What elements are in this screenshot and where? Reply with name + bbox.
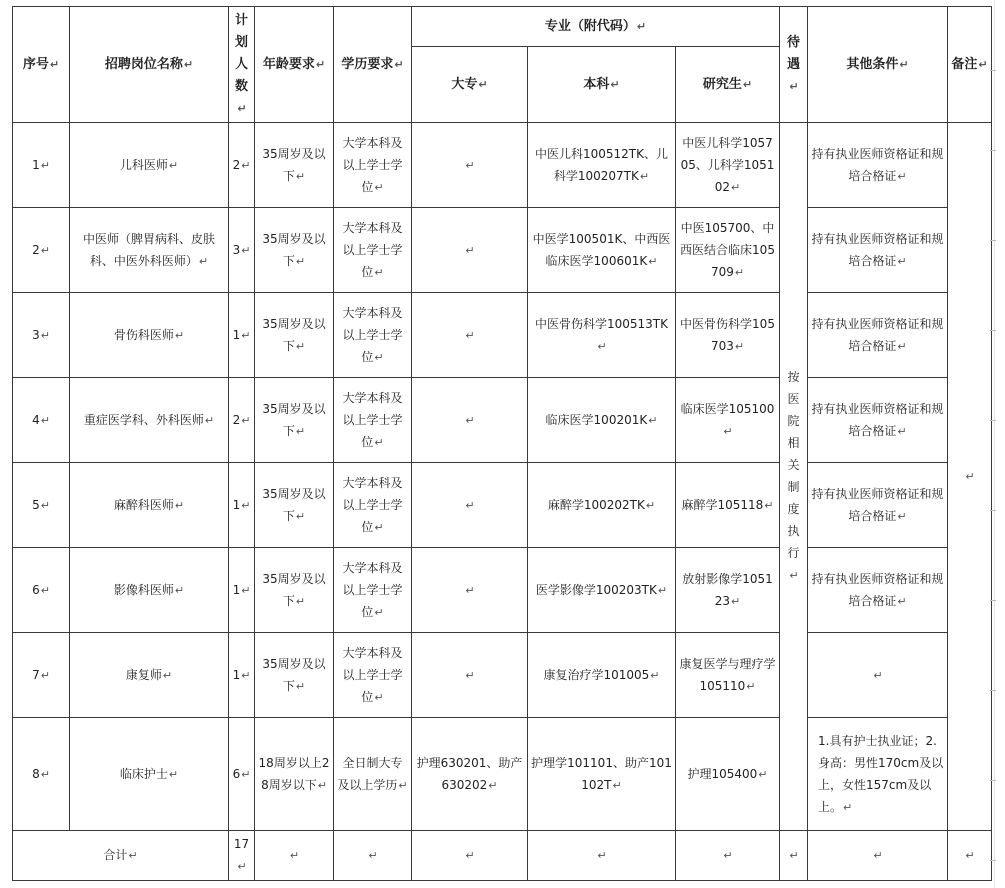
cell-post: 麻醉科医师↵ xyxy=(70,463,229,548)
paragraph-mark: ↵ xyxy=(168,158,179,172)
paragraph-mark: ↵ xyxy=(241,413,251,427)
cell-benke: 护理学101101、助产101102T↵ xyxy=(528,718,676,831)
paragraph-mark: ↵ xyxy=(731,594,741,608)
paragraph-mark: ↵ xyxy=(40,668,50,682)
header-dazhuan: 大专↵ xyxy=(412,47,528,123)
paragraph-mark: ↵ xyxy=(465,413,475,427)
paragraph-mark: ↵ xyxy=(758,767,768,781)
cell-post: 骨伤科医师↵ xyxy=(70,293,229,378)
cell-plan: 1↵ xyxy=(229,463,255,548)
edge-tick xyxy=(990,70,996,71)
cell-plan: 6↵ xyxy=(229,718,255,831)
paragraph-mark: ↵ xyxy=(40,767,50,781)
paragraph-mark: ↵ xyxy=(40,328,50,342)
paragraph-mark: ↵ xyxy=(40,243,50,257)
cell-other: 持有执业医师资格证和规培合格证↵ xyxy=(808,293,948,378)
cell-dazhuan xyxy=(412,463,528,548)
paragraph-mark: ↵ xyxy=(843,800,853,814)
paragraph-mark: ↵ xyxy=(174,498,185,512)
cell-seq: 3↵ xyxy=(13,293,70,378)
paragraph-mark: ↵ xyxy=(204,413,215,427)
cell-edu: 大学本科及以上学士学位↵ xyxy=(334,633,412,718)
cell-seq: 8↵ xyxy=(13,718,70,831)
paragraph-mark: ↵ xyxy=(40,413,50,427)
cell-benke: 康复治疗学101005↵ xyxy=(528,633,676,718)
cell-edu: 大学本科及以上学士学位↵ xyxy=(334,123,412,208)
paragraph-mark: ↵ xyxy=(897,509,907,523)
header-plan: 计划人数↵ xyxy=(229,7,255,123)
paragraph-mark: ↵ xyxy=(465,498,475,512)
paragraph-mark: ↵ xyxy=(657,583,668,597)
cell-benke: 中医儿科100512TK、儿科学100207TK↵ xyxy=(528,123,676,208)
cell-edu: 大学本科及以上学士学位↵ xyxy=(334,208,412,293)
paragraph-mark: ↵ xyxy=(465,158,475,172)
paragraph-mark: ↵ xyxy=(398,778,408,792)
cell-other: 持有执业医师资格证和规培合格证↵ xyxy=(808,208,948,293)
cell-note: ↵ xyxy=(948,123,992,831)
cell-yanjiusheng: 麻醉学105118↵ xyxy=(676,463,780,548)
cell-yanjiusheng: 临床医学105100↵ xyxy=(676,378,780,463)
total-plan: 17↵ xyxy=(229,831,255,881)
table-row xyxy=(13,123,992,208)
paragraph-mark: ↵ xyxy=(488,778,498,792)
cell-benke: 临床医学100201K↵ xyxy=(528,378,676,463)
table-row xyxy=(13,293,992,378)
cell-seq: 7↵ xyxy=(13,633,70,718)
empty-cell: ↵ xyxy=(676,831,780,881)
edge-tick xyxy=(990,600,996,601)
table-row xyxy=(13,548,992,633)
paragraph-mark: ↵ xyxy=(897,594,907,608)
paragraph-mark: ↵ xyxy=(897,254,907,268)
cell-age: 18周岁以上28周岁以下↵ xyxy=(255,718,334,831)
paragraph-mark: ↵ xyxy=(241,328,251,342)
header-treatment: 待遇↵ xyxy=(780,7,808,123)
cell-other xyxy=(808,633,948,718)
recruitment-table xyxy=(12,6,992,881)
cell-dazhuan xyxy=(412,293,528,378)
table-row xyxy=(13,718,992,831)
cell-dazhuan xyxy=(412,378,528,463)
empty-cell: ↵ xyxy=(780,831,808,881)
cell-dazhuan xyxy=(412,123,528,208)
paragraph-mark: ↵ xyxy=(734,265,745,279)
paragraph-mark: ↵ xyxy=(241,668,251,682)
cell-dazhuan: 护理630201、助产630202↵ xyxy=(412,718,528,831)
paragraph-mark: ↵ xyxy=(295,594,306,608)
cell-dazhuan xyxy=(412,208,528,293)
paragraph-mark: ↵ xyxy=(162,668,173,682)
cell-other: 1.具有护士执业证；2.身高：男性170cm及以上，女性157cm及以上。↵ xyxy=(808,718,948,831)
table-row xyxy=(13,208,992,293)
header-benke: 本科↵ xyxy=(528,47,676,123)
total-row xyxy=(13,831,992,881)
paragraph-mark: ↵ xyxy=(374,350,384,364)
cell-post: 影像科医师↵ xyxy=(70,548,229,633)
paragraph-mark: ↵ xyxy=(40,498,50,512)
empty-cell: ↵ xyxy=(255,831,334,881)
paragraph-mark: ↵ xyxy=(723,424,733,438)
total-label: 合计↵ xyxy=(13,831,229,881)
cell-post: 康复师↵ xyxy=(70,633,229,718)
cell-seq: 5↵ xyxy=(13,463,70,548)
cell-edu: 大学本科及以上学士学位↵ xyxy=(334,463,412,548)
edge-tick xyxy=(990,240,996,241)
paragraph-mark: ↵ xyxy=(734,339,745,353)
cell-dazhuan xyxy=(412,548,528,633)
paragraph-mark: ↵ xyxy=(374,180,384,194)
paragraph-mark: ↵ xyxy=(648,413,658,427)
edge-tick xyxy=(990,510,996,511)
paragraph-mark: ↵ xyxy=(789,569,799,582)
paragraph-mark: ↵ xyxy=(237,860,247,873)
cell-seq: 6↵ xyxy=(13,548,70,633)
paragraph-mark: ↵ xyxy=(174,328,185,342)
paragraph-mark: ↵ xyxy=(40,583,50,597)
cell-other: 持有执业医师资格证和规培合格证↵ xyxy=(808,463,948,548)
cell-yanjiusheng: 护理105400↵ xyxy=(676,718,780,831)
header-seq: 序号↵ xyxy=(13,7,70,123)
cell-edu: 全日制大专及以上学历↵ xyxy=(334,718,412,831)
paragraph-mark: ↵ xyxy=(295,339,306,353)
edge-tick xyxy=(990,860,996,861)
paragraph-mark: ↵ xyxy=(241,583,251,597)
cell-yanjiusheng: 中医骨伤科学105703↵ xyxy=(676,293,780,378)
header-major: 专业（附代码）↵ xyxy=(412,7,780,47)
cell-benke: 中医骨伤科学100513TK↵ xyxy=(528,293,676,378)
cell-benke: 医学影像学100203TK↵ xyxy=(528,548,676,633)
table-row xyxy=(13,633,992,718)
cell-benke: 麻醉学100202TK↵ xyxy=(528,463,676,548)
empty-cell: ↵ xyxy=(412,831,528,881)
paragraph-mark: ↵ xyxy=(465,583,475,597)
paragraph-mark: ↵ xyxy=(897,424,907,438)
paragraph-mark: ↵ xyxy=(241,243,251,257)
paragraph-mark: ↵ xyxy=(168,767,179,781)
paragraph-mark: ↵ xyxy=(746,679,756,693)
paragraph-mark: ↵ xyxy=(648,254,658,268)
table-row xyxy=(13,463,992,548)
cell-plan: 1↵ xyxy=(229,633,255,718)
cell-benke: 中医学100501K、中西医临床医学100601K↵ xyxy=(528,208,676,293)
edge-tick xyxy=(990,690,996,691)
paragraph-mark: ↵ xyxy=(295,169,306,183)
cell-age: 35周岁及以下↵ xyxy=(255,208,334,293)
header-yanjiusheng: 研究生↵ xyxy=(676,47,780,123)
paragraph-mark: ↵ xyxy=(731,180,741,194)
cell-yanjiusheng: 中医儿科学105705、儿科学105102↵ xyxy=(676,123,780,208)
cell-age: 35周岁及以下↵ xyxy=(255,293,334,378)
paragraph-mark: ↵ xyxy=(374,605,384,619)
empty-cell: ↵ xyxy=(334,831,412,881)
paragraph-mark: ↵ xyxy=(897,339,907,353)
paragraph-mark: ↵ xyxy=(465,243,475,257)
paragraph-mark: ↵ xyxy=(597,339,607,353)
edge-tick xyxy=(990,780,996,781)
paragraph-mark: ↵ xyxy=(295,424,306,438)
cell-yanjiusheng: 中医105700、中西医结合临床105709↵ xyxy=(676,208,780,293)
paragraph-mark: ↵ xyxy=(241,498,251,512)
edge-tick xyxy=(990,150,996,151)
paragraph-mark: ↵ xyxy=(40,158,50,172)
paragraph-mark: ↵ xyxy=(374,520,384,534)
table-row xyxy=(13,378,992,463)
cell-post: 临床护士↵ xyxy=(70,718,229,831)
cell-age: 35周岁及以下↵ xyxy=(255,463,334,548)
paragraph-mark: ↵ xyxy=(295,254,306,268)
cell-plan: 1↵ xyxy=(229,293,255,378)
paragraph-mark: ↵ xyxy=(198,254,209,268)
cell-age: 35周岁及以下↵ xyxy=(255,633,334,718)
cell-yanjiusheng: 放射影像学105123↵ xyxy=(676,548,780,633)
cell-dazhuan xyxy=(412,633,528,718)
page-edge-line xyxy=(994,0,995,888)
header-post: 招聘岗位名称↵ xyxy=(70,7,229,123)
paragraph-mark: ↵ xyxy=(639,169,650,183)
cell-treatment: 按医院相关制度执行↵ xyxy=(780,123,808,831)
cell-other: 持有执业医师资格证和规培合格证↵ xyxy=(808,548,948,633)
paragraph-mark: ↵ xyxy=(465,328,475,342)
cell-plan: 2↵ xyxy=(229,123,255,208)
header-other: 其他条件↵ xyxy=(808,7,948,123)
empty-cell: ↵ xyxy=(948,831,992,881)
empty-cell: ↵ xyxy=(808,831,948,881)
cell-plan: 2↵ xyxy=(229,378,255,463)
paragraph-mark: ↵ xyxy=(241,767,251,781)
cell-age: 35周岁及以下↵ xyxy=(255,548,334,633)
header-edu: 学历要求↵ xyxy=(334,7,412,123)
paragraph-mark: ↵ xyxy=(128,849,138,862)
cell-edu: 大学本科及以上学士学位↵ xyxy=(334,548,412,633)
paragraph-mark: ↵ xyxy=(295,679,306,693)
cell-post: 重症医学科、外科医师↵ xyxy=(70,378,229,463)
edge-tick xyxy=(990,330,996,331)
cell-plan: 1↵ xyxy=(229,548,255,633)
cell-seq: 1↵ xyxy=(13,123,70,208)
cell-other: 持有执业医师资格证和规培合格证↵ xyxy=(808,378,948,463)
cell-post: 儿科医师↵ xyxy=(70,123,229,208)
paragraph-mark: ↵ xyxy=(295,509,306,523)
cell-other: 持有执业医师资格证和规培合格证↵ xyxy=(808,123,948,208)
paragraph-mark: ↵ xyxy=(645,498,656,512)
cell-plan: 3↵ xyxy=(229,208,255,293)
paragraph-mark: ↵ xyxy=(374,690,384,704)
paragraph-mark: ↵ xyxy=(317,778,327,792)
paragraph-mark: ↵ xyxy=(174,583,185,597)
cell-seq: 2↵ xyxy=(13,208,70,293)
header-note: 备注↵ xyxy=(948,7,992,123)
paragraph-mark: ↵ xyxy=(465,668,475,682)
paragraph-mark: ↵ xyxy=(650,668,660,682)
paragraph-mark: ↵ xyxy=(374,265,384,279)
empty-cell: ↵ xyxy=(528,831,676,881)
cell-post: 中医师（脾胃病科、皮肤科、中医外科医师）↵ xyxy=(70,208,229,293)
paragraph-mark: ↵ xyxy=(897,169,907,183)
paragraph-mark: ↵ xyxy=(764,498,774,512)
cell-age: 35周岁及以下↵ xyxy=(255,123,334,208)
paragraph-mark: ↵ xyxy=(873,668,883,682)
paragraph-mark: ↵ xyxy=(612,778,622,792)
header-age: 年龄要求↵ xyxy=(255,7,334,123)
edge-tick xyxy=(990,420,996,421)
cell-edu: 大学本科及以上学士学位↵ xyxy=(334,378,412,463)
cell-yanjiusheng: 康复医学与理疗学105110↵ xyxy=(676,633,780,718)
cell-age: 35周岁及以下↵ xyxy=(255,378,334,463)
cell-edu: 大学本科及以上学士学位↵ xyxy=(334,293,412,378)
cell-seq: 4↵ xyxy=(13,378,70,463)
paragraph-mark: ↵ xyxy=(241,158,251,172)
paragraph-mark: ↵ xyxy=(374,435,384,449)
